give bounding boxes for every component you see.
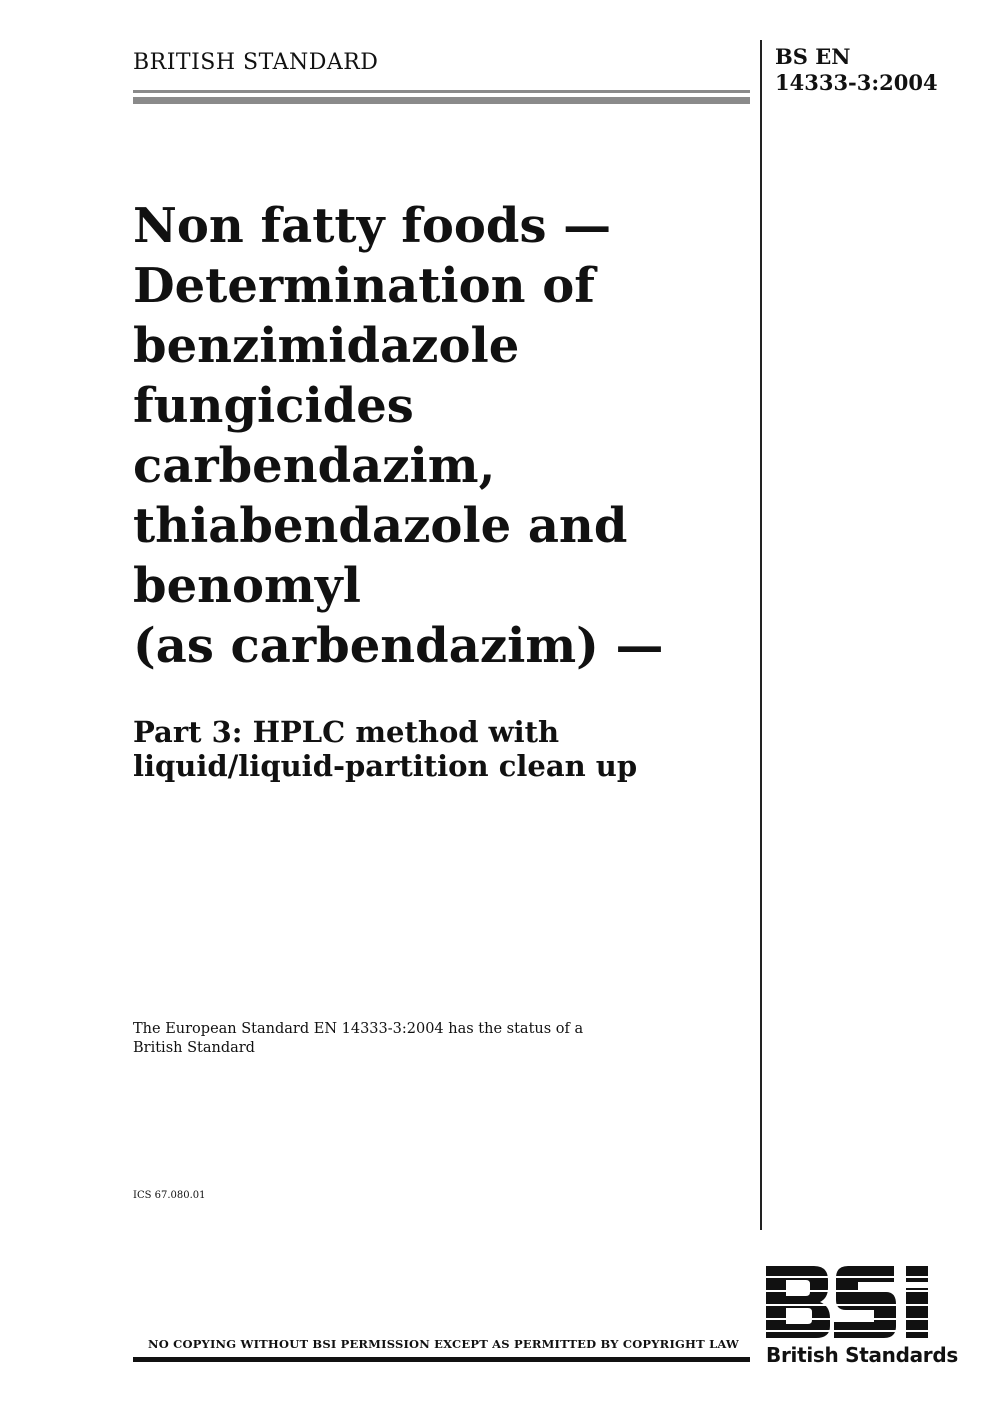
title-line: thiabendazole and: [133, 498, 628, 554]
document-title: [133, 196, 753, 676]
copyright-notice: NO COPYING WITHOUT BSI PERMISSION EXCEPT AS PERMITTED BY COPYRIGHT LAW: [148, 1337, 740, 1351]
title-line: Non fatty foods —: [133, 198, 612, 254]
ics-code: ICS 67.080.01: [133, 1190, 206, 1201]
subtitle-line: liquid/liquid-partition clean up: [133, 749, 638, 783]
document-number: [775, 44, 938, 96]
footer-rule: [133, 1357, 750, 1362]
status-statement: The European Standard EN 14333-3:2004 has the status of a British Standard: [133, 1021, 584, 1056]
title-line: benzimidazole: [133, 318, 520, 374]
title-line: Determination of: [133, 258, 595, 314]
header-rule-thin: [133, 90, 750, 93]
title-line: carbendazim,: [133, 438, 496, 494]
title-line: fungicides: [133, 378, 414, 434]
logo-caption: British Standards: [766, 1343, 958, 1367]
subtitle-line: Part 3: HPLC method with: [133, 715, 560, 749]
vertical-divider: [760, 40, 762, 1230]
document-number-line-2: 14333-3:2004: [775, 70, 938, 95]
header-rule-thick: [133, 97, 750, 104]
header-label: BRITISH STANDARD: [133, 50, 379, 75]
document-number-line-1: BS EN: [775, 44, 851, 69]
title-line: benomyl: [133, 558, 361, 614]
document-subtitle: [133, 715, 753, 783]
title-line: (as carbendazim) —: [133, 618, 664, 674]
